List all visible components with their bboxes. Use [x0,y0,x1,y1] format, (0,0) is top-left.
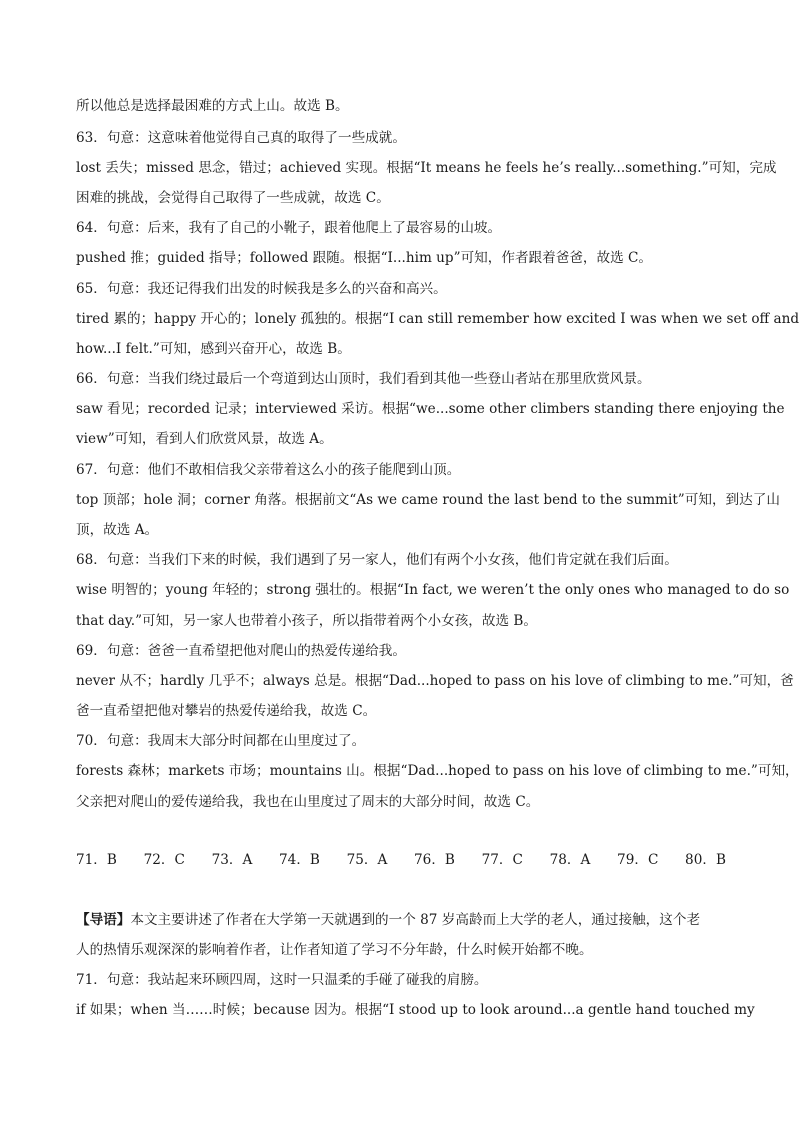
text-line: 顶，故选 A。 [76,522,159,538]
text-line: if 如果；when 当……时候；because 因为。根据“I stood up to look around...a gentle hand touched my [76,1002,755,1018]
text-line: how...I felt.”可知，感到兴奋开心，故选 B。 [76,341,351,357]
text-line: 66．句意：当我们绕过最后一个弯道到达山顶时，我们看到其他一些登山者站在那里欣赏风景。 [76,371,651,387]
text-line: top 顶部；hole 洞；corner 角落。根据前文“As we came round the last bend to the summit”可知，到达了山 [76,492,780,508]
answer-item: 78．A [549,852,591,868]
text-line: wise 明智的；young 年轻的；strong 强壮的。根据“In fact, we weren’t the only ones who managed to do so [76,582,790,598]
text-line: pushed 推；guided 指导；followed 跟随。根据“I...him up”可知，作者跟着爸爸，故选 C。 [76,250,653,266]
text-line: 人的热情乐观深深的影响着作者，让作者知道了学习不分年龄，什么时候开始都不晚。 [76,942,593,958]
answer-item: 76．B [414,852,455,868]
text-line: 父亲把对爬山的爱传递给我，我也在山里度过了周末的大部分时间，故选 C。 [76,794,540,810]
text-line: 爸一直希望把他对攀岩的热爱传递给我，故选 C。 [76,703,377,719]
answer-item: 71．B [76,852,117,868]
text-line: 63．句意：这意味着他觉得自己真的取得了一些成就。 [76,130,406,146]
text-line: 70．句意：我周末大部分时间都在山里度过了。 [76,733,366,749]
guide-label: 【导语】 [76,912,131,928]
text-line: 64．句意：后来，我有了自己的小靴子，跟着他爬上了最容易的山坡。 [76,220,502,236]
answer-item: 73．A [211,852,253,868]
text-line: 67．句意：他们不敢相信我父亲带着这么小的孩子能爬到山顶。 [76,462,461,478]
answer-item: 75．A [346,852,388,868]
answer-key-row [76,850,726,870]
text-line: view”可知，看到人们欣赏风景，故选 A。 [76,431,333,447]
text-line: forests 森林；markets 市场；mountains 山。根据“Dad...hoped to pass on his love of climbing to me.”可知， [76,763,799,779]
answer-item: 79．C [617,852,659,868]
text-line: 所以他总是选择最困难的方式上山。故选 B。 [76,98,349,114]
text-line: that day.”可知，另一家人也带着小孩子，所以指带着两个小女孩，故选 B。 [76,613,537,629]
answer-item: 74．B [279,852,320,868]
text-line: lost 丢失；missed 思念，错过；achieved 实现。根据“It means he feels he’s really...something.”可知，完成 [76,160,777,176]
text-line: never 从不；hardly 几乎不；always 总是。根据“Dad...hoped to pass on his love of climbing to me.”可知，爸 [76,673,794,689]
text-line: tired 累的；happy 开心的；lonely 孤独的。根据“I can still remember how excited I was when we set off and [76,311,800,327]
text-line: 65．句意：我还记得我们出发的时候我是多么的兴奋和高兴。 [76,281,447,297]
answer-item: 80．B [685,852,726,868]
guide-text: 本文主要讲述了作者在大学第一天就遇到的一个 87 岁高龄而上大学的老人，通过接触，这个老 [130,912,701,928]
answer-item: 77．C [481,852,523,868]
text-line: 困难的挑战，会觉得自己取得了一些成就，故选 C。 [76,190,390,206]
text-line: saw 看见；recorded 记录；interviewed 采访。根据“we...some other climbers standing there enjoying the [76,401,785,417]
guide-paragraph [76,910,726,930]
text-line: 71．句意：我站起来环顾四周，这时一只温柔的手碰了碰我的肩膀。 [76,972,488,988]
answer-item: 72．C [143,852,185,868]
text-line: 69．句意：爸爸一直希望把他对爬山的热爱传递给我。 [76,643,406,659]
text-line: 68．句意：当我们下来的时候，我们遇到了另一家人，他们有两个小女孩，他们肯定就在我们后面。 [76,552,678,568]
